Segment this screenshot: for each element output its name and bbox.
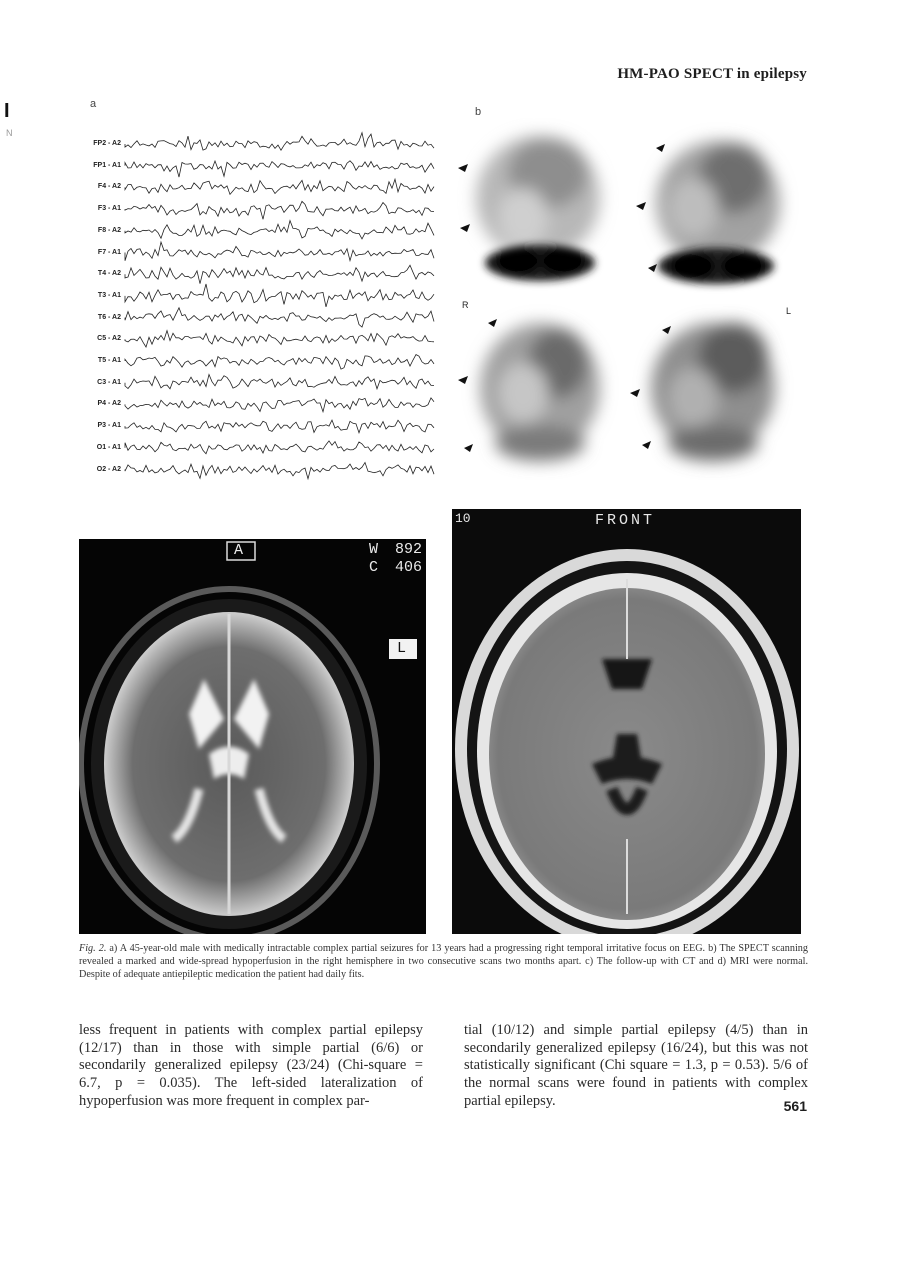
figure-caption <box>79 942 808 981</box>
eeg-channel-label: P4 - A2 <box>97 400 121 408</box>
eeg-channel-label: F4 - A2 <box>97 183 121 191</box>
spect-scan-2 <box>656 141 780 265</box>
eeg-trace-line <box>125 398 434 412</box>
eeg-channel-label: T5 - A1 <box>97 357 121 364</box>
mri-orientation-marker: A <box>234 542 244 559</box>
eeg-channel-label: F8 - A2 <box>97 226 121 234</box>
eeg-channel-label: T6 - A2 <box>97 313 121 321</box>
mri-center-label: C <box>369 559 379 576</box>
eeg-channel-label: O2 - A2 <box>96 465 121 473</box>
mri-side-marker: L <box>397 640 407 657</box>
mri-center-value: 406 <box>395 559 423 576</box>
spect-scan-panel <box>448 118 808 480</box>
eeg-trace-line <box>125 265 434 284</box>
eeg-channel-label: T4 - A2 <box>97 270 121 278</box>
mri-brain-slice <box>79 539 426 934</box>
figure-caption-text: a) A 45-year-old male with medically intractable complex partial seizures for 13 years had a progressing right temporal irritative focus on EEG. b) The SPECT scanning revealed a marked and wide-spread hypoperfusion in the right hemisphere in two consecutive scans two months apart. c) The follow-up with CT and d) MRI were normal. Despite of adequate antiepileptic medication the patient had daily fits. <box>79 943 808 980</box>
mri-window-label: W <box>369 541 379 558</box>
eeg-tracings <box>80 130 440 500</box>
eeg-channel-label: C3 - A1 <box>97 378 121 386</box>
panel-label-b: b <box>475 106 482 118</box>
ct-brain-slice <box>452 509 801 934</box>
ct-image <box>452 509 801 934</box>
eeg-channel-label: O1 - A1 <box>96 443 121 451</box>
body-text-right-column: tial (10/12) and simple partial epilepsy (4/5) than in secondarily generalized epilepsy (16/24), but this was not statistically significant (Chi square = 1.3, p = 0.53). 5/6 of the normal scans were found in patients with complex partial epilepsy. <box>464 1022 808 1109</box>
eeg-channel-label: F7 - A1 <box>97 248 121 256</box>
eeg-trace-line <box>125 355 434 370</box>
eeg-trace-line <box>125 441 434 454</box>
eeg-trace-line <box>125 331 434 347</box>
figure-caption-label: Fig. 2. <box>79 943 107 954</box>
eeg-channel-label: FP1 - A1 <box>93 161 121 169</box>
running-header-title: HM-PAO SPECT in epilepsy <box>617 66 807 82</box>
eeg-trace-line <box>125 420 434 433</box>
eeg-channel-label: P3 - A1 <box>97 422 121 430</box>
eeg-trace-line <box>125 221 434 239</box>
eeg-trace-line <box>125 284 434 307</box>
eeg-channel-label: C5 - A2 <box>97 335 121 343</box>
eeg-trace-line <box>125 133 434 151</box>
eeg-trace-line <box>125 308 434 327</box>
spect-scan-4 <box>651 323 775 461</box>
ct-corner-text: 10 <box>455 511 471 526</box>
spect-scan-1 <box>476 136 600 260</box>
eeg-trace-line <box>125 161 434 177</box>
ct-header-text: FRONT <box>595 512 656 529</box>
spect-images <box>448 118 808 480</box>
eeg-trace-line <box>125 179 434 194</box>
eeg-channel-label: F3 - A1 <box>97 205 121 213</box>
mri-window-value: 892 <box>395 541 423 558</box>
spect-right-label: R <box>462 300 469 310</box>
spect-scan-3 <box>480 323 600 461</box>
eeg-tracing-panel <box>80 130 440 500</box>
margin-small-mark: N <box>6 128 13 138</box>
eeg-trace-line <box>125 242 434 261</box>
eeg-trace-line <box>125 375 434 389</box>
body-text-left-column: less frequent in patients with complex partial epilepsy (12/17) than in those with simple partial (6/6) or secondarily generalized epilepsy (23/24) (Chi-square = 6.7, p = 0.035). The left-sided lateralization of hypoperfusion was more frequent in complex par- <box>79 1022 423 1109</box>
eeg-trace-line <box>125 463 434 479</box>
eeg-channel-label: T3 - A1 <box>97 291 121 299</box>
spect-left-label: L <box>786 306 792 316</box>
margin-bar-mark: I <box>4 100 10 122</box>
eeg-channel-label: FP2 - A2 <box>93 140 121 147</box>
panel-label-a: a <box>90 98 97 110</box>
page-number: 561 <box>783 1098 807 1114</box>
eeg-trace-line <box>125 201 434 219</box>
mri-image <box>79 539 426 934</box>
